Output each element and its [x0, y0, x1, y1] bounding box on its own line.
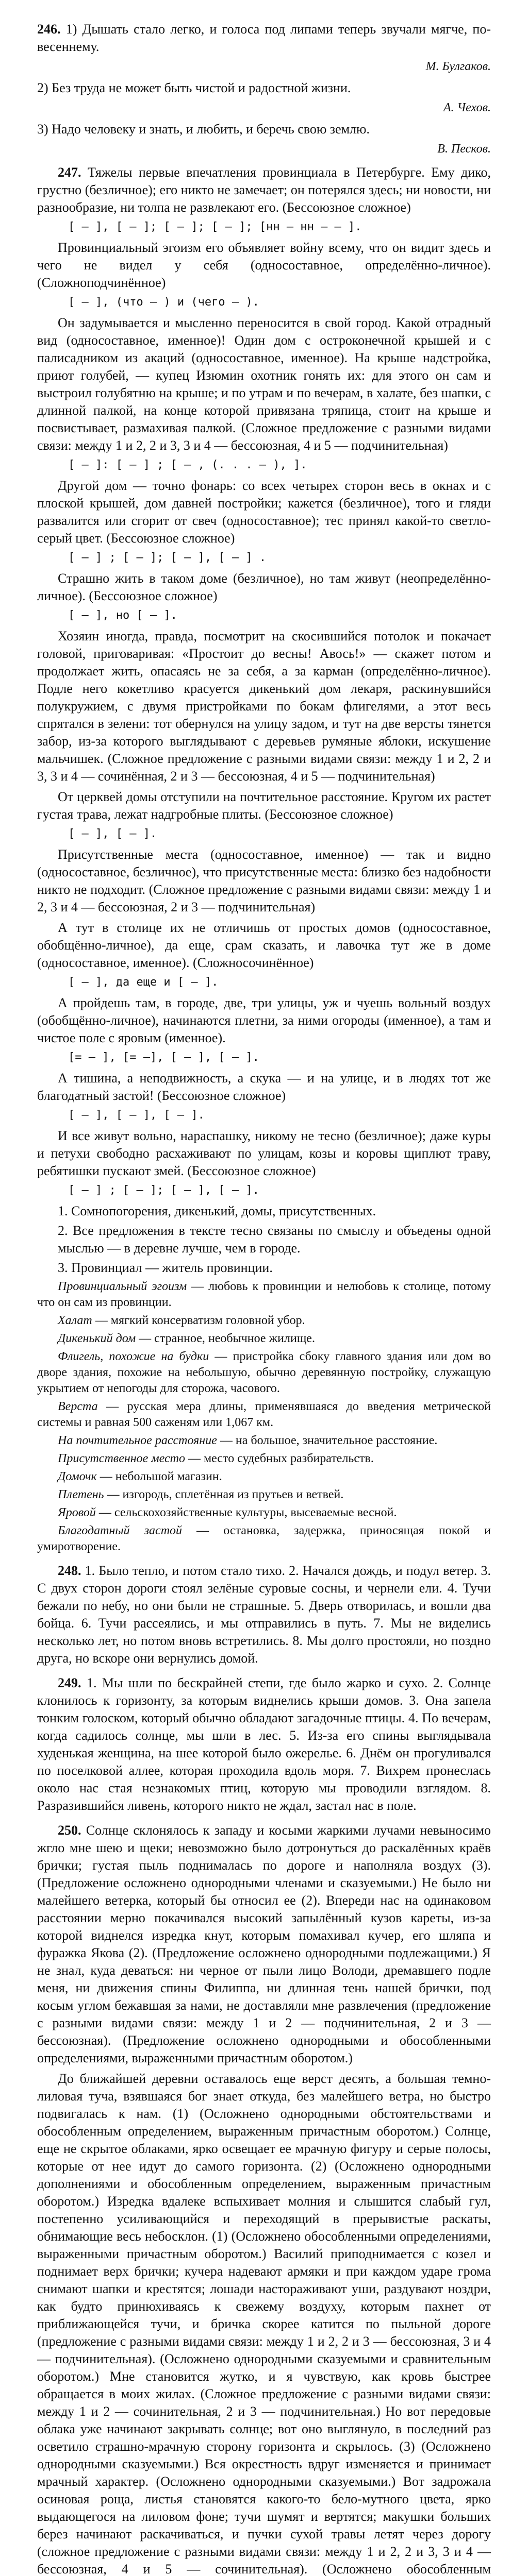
ex247-number: 247. — [58, 165, 81, 180]
ex247-scheme-3: [ — ]: [ — ] ; [ — , (. . . — ), ]. — [68, 459, 307, 471]
ex247-scheme-7: [ — ], [ — ]. — [68, 827, 157, 840]
ex246-p3: 3) Надо человеку и знать, и любить, и беречь свою землю. — [37, 122, 370, 137]
glossary-entry: Флигель, похожие на будки — пристройка сбоку главного здания или дом во дворе здания, похожие на небольшую, обычно деревянную постройку, служащую укрытием от непогоды для сторожа, часового. — [37, 1350, 491, 1395]
ex247-p10: А пройдешь там, в городе, две, три улицы, уж и чуешь вольный воздух (обобщённо-личное), начинаются плетни, за ними огороды (именное), а там и чистое поле с яровым (именное). — [37, 995, 491, 1045]
ex246-p2: 2) Без труда не может быть чистой и радостной жизни. — [37, 80, 351, 95]
ex247-p5: Страшно жить в таком доме (безличное), но там живут (неопределённо-личное). (Бессоюзное сложное) — [37, 571, 491, 603]
ex247-scheme-2: [ — ], (что — ) и (чего — ). — [68, 296, 259, 309]
glossary-entry: На почтительное расстояние — на большое, значительное расстояние. — [58, 1434, 438, 1447]
ex247-list-item: 2. Все предложения в тексте тесно связаны по смыслу и объедены одной мыслью — в деревне лучше, чем в городе. — [58, 1223, 491, 1256]
ex247-scheme-9: [ — ], да еще и [ — ]. — [68, 976, 219, 989]
ex250-p2: До ближайшей деревни оставалось еще верст десять, а большая темно-лиловая туча, взявшаяся бог знает откуда, без малейшего ветра, но быстро подвигалась к нам. (1) (Осложнено однородными обстоятельствами и обособленным определением, выраженным причастным оборотом.) Солнце, еще не скрытое облаками, ярко освещает ее мрачную фигуру и серые полосы, которые от нее идут до самого горизонта. (2) (Осложнено однородными дополнениями и обособленным определением, выраженным причастным оборотом.) Изредка вдалеке вспыхивает молния и слышится слабый гул, постепенно усиливающийся и переходящий в прерывистые раскаты, обнимающие весь небосклон. (1) (Осложнено обособленными определениями, выраженными причастным оборотом.) Василий приподнимается с козел и поднимает верх брички; кучера надевают армяки и при каждом ударе грома снимают шапки и крестятся; лошади настораживают уши, раздувают ноздри, как будто принюхиваясь к свежему воздуху, которым пахнет от приближающейся тучи, и бричка скорее катится по пыльной дороге (предложение с разными видами связи: между 1 и 2, 2 и 3 — бессоюзная, 3 и 4 — подчинительная). (Осложнено однородными сказуемыми и сравнительным оборотом.) Мне становится жутко, и я чувствую, как кровь быстрее обращается в моих жилах. (Сложное предложение с разными видами связи: между 1 и 2 — сочинительная, 2 и 3 — подчинительная.) Но вот передовые облака уже начинают закрывать солнце; вот оно выглянуло, в последний раз осветило страшно-мрачную сторону горизонта и скрылось. (3) (Осложнено однородными сказуемыми.) Вся окрестность вдруг изменяется и принимает мрачный характер. (Осложнено однородными сказуемыми.) Вот задрожала осиновая роща, листья становятся какого-то бело-мутного цвета, ярко выдающегося на лиловом фоне; тучи шумят и вертятся; макушки больших берез начинают раскачиваться, и пучки сухой травы летят через дорогу (сложное предложение с разными видами связи: между 1 и 2, 2 и 3, 3 и 4 — бессоюзная, 4 и 5 — сочинительная). (Осложнено обособленным — [37, 2071, 491, 2576]
glossary-entry: Провинциальный эгоизм — любовь к провинции и нелюбовь к столице, потому что он сам из провинции. — [37, 1280, 491, 1309]
exercise-247 — [37, 164, 491, 1555]
ex247-list-item: 3. Провинциал — житель провинции. — [58, 1260, 273, 1275]
ex248-p1: 248. 1. Было тепло, и потом стало тихо. 2. Начался дождь, и подул ветер. 3. С двух сторон дороги стоял зелёные суровые сосны, и чернели ели. 4. Тучи бежали по небу, но они были не страшные. 5. Дверь отворилась, и вошли два бойца. 6. Тучи рассеялись, и мы отправились в путь. 7. Мы не виделись несколько лет, но потом вновь встретились. 8. Мы долго простояли, но поздно друга, но вскоре они вернулись домой. — [37, 1563, 491, 1666]
exercise-250 — [37, 1822, 491, 2576]
ex246-author-2: А. Чехов. — [443, 101, 491, 114]
ex247-p4: Другой дом — точно фонарь: со всех четырех сторон весь в окнах и с плоской крышей, дом давней постройки; кажется (безличное), того и гляди развалится или сгорит от свеч (односоставное); тес принял какой-то светло-серый цвет. (Бессоюзное сложное) — [37, 478, 491, 546]
glossary-entry: Халат — мягкий консерватизм головной убор. — [58, 1314, 305, 1327]
ex247-p8: Присутственные места (односоставное, именное) — так и видно (односоставное, безличное), что присутственные места: близко без надобности никто не подходит. (Сложное предложение с разными видами связи: между 1 и 2, 3 и 4 — бессоюзная, 2 и 3 — подчинительная) — [37, 847, 491, 914]
exercise-248 — [37, 1562, 491, 1667]
glossary-entry: Плетень — изгородь, сплетённая из прутьев и ветвей. — [58, 1488, 344, 1501]
ex248-number: 248. — [58, 1563, 81, 1578]
glossary-entry: Присутственное место — место судебных разбирательств. — [58, 1452, 374, 1465]
ex246-author-1: М. Булгаков. — [425, 60, 491, 73]
glossary-entry: Яровой — сельскохозяйственные культуры, высеваемые весной. — [58, 1506, 397, 1519]
glossary-entry: Благодатный застой — остановка, задержка, приносящая покой и умиротворение. — [37, 1524, 491, 1553]
ex247-scheme-4: [ — ] ; [ — ]; [ — ], [ — ] . — [68, 551, 267, 564]
exercise-246 — [37, 21, 491, 157]
ex247-scheme-12: [ — ] ; [ — ]; [ — ], [ — ]. — [68, 1184, 259, 1197]
ex249-number: 249. — [58, 1675, 81, 1690]
ex247-p12: И все живут вольно, нараспашку, никому не тесно (безличное); даже куры и петухи свободно расхаживают по улицам, козы и коровы щиплют траву, ребятишки пускают змей. (Бессоюзное сложное) — [37, 1128, 491, 1178]
ex247-p1: 247. Тяжелы первые впечатления провинциала в Петербурге. Ему дико, грустно (безличное); его никто не замечает; он потерялся здесь; ни новости, ни разнообразие, ни толпа не развлекают его. (Бессоюзное сложное) — [37, 165, 491, 215]
ex247-p7: От церквей домы отступили на почтительное расстояние. Кругом их растет густая трава, лежат надгробные плиты. (Бессоюзное сложное) — [37, 789, 491, 822]
ex247-p6: Хозяин иногда, правда, посмотрит на скосившийся потолок и покачает головой, приговаривая: «Простоит до весны! Авось!» — скажет потом и продолжает жить, опасаясь не за себя, а за карман (определённо-личное). Подле него кокетливо красуется дикенький дом лекаря, раскинувшийся полукружием, с двумя пристройками по бокам флигелями, а этот весь спрятался в зелени: тот обернулся на улицу задом, и тут на две версты тянется забор, из-за которого выглядывают с деревьев румяные яблоки, искушение мальчишек. (Сложное предложение с разными видами связи: между 1 и 2, 2 и 3, 3 и 4 — сочинённая, 2 и 3 — бессоюзная, 4 и 5 — подчинительная) — [37, 629, 491, 784]
glossary-entry: Дикенький дом — странное, необычное жилище. — [58, 1332, 315, 1345]
ex247-scheme-11: [ — ], [ — ], [ — ]. — [68, 1109, 205, 1122]
ex246-number: 246. — [37, 22, 61, 37]
glossary-entry: Верста — русская мера длины, применявшаяся до введения метрической системы и равная 500 саженям или 1,067 км. — [37, 1400, 491, 1429]
ex250-p1: 250. Солнце склонялось к западу и косыми жаркими лучами невыносимо жгло мне шею и щеки; невозможно было дотронуться до раскалённых краёв брички; густая пыль поднималась по дороге и наполняла воздух (3). (Предложение осложнено однородными членами и сказуемыми.) Не было ни малейшего ветерка, который бы относил ее (2). Впереди нас на одинаковом расстоянии мерно покачивался высокий запылённый кузов кареты, из-за которой виднелся изредка кнут, которым помахивал кучер, его шляпа и фуражка Якова (2). (Предложение осложнено однородными подлежащими.) Я не знал, куда деваться: ни черное от пыли лицо Володи, дремавшего подле меня, ни движения спины Филиппа, ни длинная тень нашей брички, под косым углом бежавшая за нами, не доставляли мне развлечения (предложение с разными видами связи: между 1 и 2 — подчинительная, 2 и 3 — бессоюзная). (Предложение осложнено однородными и обособленными определениями, выраженными причастным оборотом.) — [37, 1823, 491, 2065]
ex247-scheme-10: [= — ], [= —], [ — ], [ — ]. — [68, 1051, 259, 1064]
ex247-scheme-5: [ — ], но [ — ]. — [68, 609, 177, 622]
exercise-249 — [37, 1674, 491, 1815]
ex247-p9: А тут в столице их не отличишь от простых домов (односоставное, обобщённо-личное), да еще, срам сказать, и лавочка тут же в доме (односоставное, именное). (Сложносочинённое) — [37, 920, 491, 970]
ex246-author-3: В. Песков. — [437, 142, 491, 156]
ex247-p2: Провинциальный эгоизм его объявляет войну всему, что он видит здесь и чего не видел у себя (односоставное, определённо-личное). (Сложноподчинённое) — [37, 240, 491, 290]
ex249-p1: 249. 1. Мы шли по бескрайней степи, где было жарко и сухо. 2. Солнце клонилось к горизонту, за которым виднелись крыши домов. 3. Она запела тонким голоском, который обычно обладают загадочные птицы. 4. По вечерам, когда садилось солнце, мы шли в лес. 5. Из-за его спины выглядывала худенькая женщина, на шее которой было ожерелье. 6. Днём он прогуливался по поселковой аллее, которая проходила вдоль моря. 7. Вихрем пронеслась около нас стая незнакомых птиц, которую мы проводили взглядом. 8. Разразившийся ливень, которого никто не ждал, застал нас в поле. — [37, 1675, 491, 1813]
glossary-entry: Домочк — небольшой магазин. — [58, 1470, 222, 1483]
ex250-number: 250. — [58, 1823, 81, 1838]
ex247-scheme-1: [ — ], [ — ]; [ — ]; [ — ]; [нн – нн – — ]. — [68, 221, 362, 233]
ex247-p3: Он задумывается и мысленно переносится в свой город. Какой отрадный вид (односоставное, именное)! Один дом с остроконечной крышей и с палисадником из акаций (односоставное, именное). На крыше надстройка, приют голубей, — купец Изюмин охотник гонять их: для этого он сам и выстроил голубятню на крыше; и по утрам и по вечерам, в халате, без шапки, с длинной палкой, на конце которой привязана тряпица, стоит на крыше и посвистывает, размахивая палкой. (Сложное предложение с разными видами связи: между 1 и 2, 2 и 3, 3 и 4 — бессоюзная, 4 и 5 — подчинительная) — [37, 315, 491, 453]
ex247-p11: А тишина, а неподвижность, а скука — и на улице, и в людях тот же благодатный застой! (Бессоюзное сложное) — [37, 1071, 491, 1103]
ex246-p1: 246. 1) Дышать стало легко, и голоса под липами теперь звучали мягче, по-весеннему. — [37, 22, 491, 54]
ex247-list-item: 1. Сомнопогорения, дикенький, домы, присутственных. — [58, 1204, 376, 1218]
